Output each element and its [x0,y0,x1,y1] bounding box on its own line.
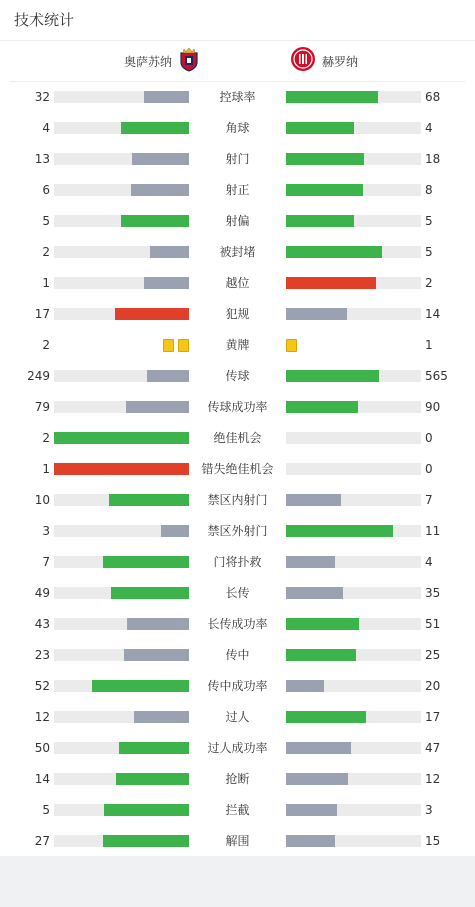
away-stat-bar [286,215,421,227]
stat-label: 传球 [225,369,250,383]
home-stat-value: 5 [42,803,50,817]
home-stat-bar [54,308,189,320]
home-stat-bar-fill [127,618,189,630]
home-stat-value: 10 [34,493,50,507]
home-stat-bar-fill [150,246,189,258]
stat-label: 被封堵 [219,245,256,259]
away-stat-bar-fill [286,711,366,723]
away-stat-bar [286,401,421,413]
stat-label: 禁区外射门 [207,524,268,538]
home-stat-bar [54,153,189,165]
home-stat-bar-fill [144,277,189,289]
away-stat-value: 17 [425,710,441,724]
home-stat-bar-fill [116,773,189,785]
away-stat-value: 7 [425,493,433,507]
away-stat-value: 5 [425,245,433,259]
away-stat-bar-fill [286,184,363,196]
away-stat-bar-fill [286,215,354,227]
away-stat-bar [286,711,421,723]
home-stat-bar [54,370,189,382]
stat-row [0,671,475,702]
away-stat-value: 35 [425,586,441,600]
away-stat-bar-fill [286,804,337,816]
away-stat-value: 3 [425,803,433,817]
home-stat-value: 2 [42,431,50,445]
home-stat-value: 5 [42,214,50,228]
away-stat-value: 565 [425,369,448,383]
away-stat-bar [286,308,421,320]
home-stat-bar-fill [103,556,189,568]
home-stat-bar-fill [121,215,189,227]
home-stat-value: 50 [34,741,50,755]
away-stat-value: 4 [425,121,433,135]
stat-label: 射正 [225,183,250,197]
girona-crest-icon [290,46,316,76]
away-stat-bar [286,370,421,382]
home-stat-bar [54,525,189,537]
away-stat-bar-fill [286,587,343,599]
home-stat-value: 1 [42,276,50,290]
stat-label: 错失绝佳机会 [201,462,274,476]
stat-row [0,454,475,485]
home-stat-bar-fill [54,432,189,444]
away-stat-bar-fill [286,556,335,568]
away-stat-value: 18 [425,152,441,166]
away-stat-bar-fill [286,277,376,289]
away-stat-value: 47 [425,741,441,755]
away-stat-bar-fill [286,153,364,165]
away-stat-value: 51 [425,617,441,631]
stat-label: 传中成功率 [207,679,268,693]
stat-label: 控球率 [219,90,256,104]
away-stat-bar [286,525,421,537]
home-stat-bar-fill [111,587,189,599]
home-stat-bar-fill [126,401,189,413]
stat-row [0,826,475,857]
yellow-card-icon [163,339,174,352]
stat-row [0,113,475,144]
away-stat-bar-fill [286,835,335,847]
away-stat-value: 8 [425,183,433,197]
home-stat-value: 23 [34,648,50,662]
stat-label: 禁区内射门 [207,493,268,507]
away-stat-value: 5 [425,214,433,228]
away-stat-bar [286,91,421,103]
home-stat-bar-fill [131,184,189,196]
away-team[interactable] [290,41,358,81]
away-stat-value: 0 [425,462,433,476]
home-stat-bar-fill [132,153,189,165]
home-stat-value: 14 [34,772,50,786]
home-stat-bar [54,587,189,599]
home-stat-bar-fill [103,835,189,847]
yellow-card-icon [178,339,189,352]
away-stat-bar [286,804,421,816]
home-stat-bar-fill [92,680,189,692]
away-stat-value: 25 [425,648,441,662]
home-team[interactable] [124,41,200,81]
home-stat-value: 17 [34,307,50,321]
stat-label: 过人成功率 [207,741,268,755]
stat-row [0,299,475,330]
away-stat-bar [286,680,421,692]
home-stat-bar [54,556,189,568]
away-stat-value: 15 [425,834,441,848]
stat-row [0,237,475,268]
stat-row [0,609,475,640]
stats-list [0,82,475,857]
home-stat-bar-fill [134,711,189,723]
stat-row [0,423,475,454]
stat-label: 门将扑救 [213,555,262,569]
home-stat-bar-fill [54,463,189,475]
home-stat-bar [54,277,189,289]
home-stat-bar [54,432,189,444]
away-team-name: 赫罗纳 [322,54,359,69]
home-yellow-cards [163,339,189,351]
away-stat-bar-fill [286,742,351,754]
home-stat-value: 12 [34,710,50,724]
away-stat-bar [286,835,421,847]
away-stat-bar-fill [286,122,354,134]
home-stat-bar-fill [161,525,189,537]
away-stat-bar [286,122,421,134]
stat-label: 射门 [225,152,250,166]
home-stat-value: 2 [42,245,50,259]
away-stat-value: 90 [425,400,441,414]
away-stat-value: 4 [425,555,433,569]
home-stat-bar-fill [109,494,189,506]
home-stat-value: 49 [34,586,50,600]
home-stat-value: 43 [34,617,50,631]
home-stat-value: 13 [34,152,50,166]
stat-label: 角球 [225,121,250,135]
home-stat-bar-fill [147,370,189,382]
stat-row [0,485,475,516]
stat-row [0,268,475,299]
home-stat-bar [54,773,189,785]
away-stat-value: 2 [425,276,433,290]
home-stat-bar [54,494,189,506]
home-stat-bar [54,91,189,103]
stat-row [0,361,475,392]
away-stat-value: 11 [425,524,441,538]
away-stat-bar-fill [286,246,382,258]
home-stat-bar [54,742,189,754]
home-stat-value: 4 [42,121,50,135]
home-stat-bar [54,463,189,475]
stat-label: 传中 [225,648,250,662]
home-stat-bar [54,680,189,692]
home-stat-bar [54,184,189,196]
stat-label: 绝佳机会 [213,431,262,445]
home-stat-bar [54,215,189,227]
stat-row [0,640,475,671]
home-stat-value: 52 [34,679,50,693]
page-title: 技术统计 [0,0,475,41]
home-stat-bar-fill [119,742,189,754]
home-stat-value: 79 [34,400,50,414]
stat-label: 长传 [225,586,250,600]
away-stat-bar [286,463,421,475]
stat-row [0,330,475,361]
away-stat-bar-fill [286,649,356,661]
home-stat-value: 1 [42,462,50,476]
away-stat-bar [286,649,421,661]
away-stat-bar [286,618,421,630]
away-stat-bar-fill [286,91,378,103]
away-stat-bar-fill [286,308,347,320]
stat-label: 犯规 [225,307,250,321]
away-stat-bar [286,246,421,258]
away-stat-value: 20 [425,679,441,693]
away-stat-bar [286,773,421,785]
away-stat-bar-fill [286,401,358,413]
home-stat-bar-fill [124,649,189,661]
away-stat-bar [286,494,421,506]
away-stat-bar [286,184,421,196]
away-stat-bar [286,587,421,599]
away-stat-bar-fill [286,525,393,537]
home-stat-value: 7 [42,555,50,569]
home-stat-bar [54,804,189,816]
stat-label: 射偏 [225,214,250,228]
stat-label: 过人 [225,710,250,724]
home-stat-bar-fill [115,308,189,320]
away-stat-bar [286,556,421,568]
stat-label: 长传成功率 [207,617,268,631]
home-stat-bar-fill [104,804,189,816]
away-stat-value: 14 [425,307,441,321]
home-stat-value: 6 [42,183,50,197]
away-stat-bar [286,277,421,289]
home-stat-value: 27 [34,834,50,848]
yellow-card-icon [286,339,297,352]
teams-header [10,41,465,82]
away-stat-bar-fill [286,370,379,382]
stat-row [0,144,475,175]
away-stat-bar [286,742,421,754]
home-stat-value: 32 [34,90,50,104]
stat-row [0,547,475,578]
home-stat-bar-fill [144,91,189,103]
home-team-name: 奥萨苏纳 [123,54,172,69]
home-stat-bar-fill [121,122,189,134]
stat-row [0,392,475,423]
osasuna-crest-icon [178,46,200,76]
away-stat-value: 12 [425,772,441,786]
stat-row [0,175,475,206]
away-stat-bar-fill [286,773,348,785]
home-stat-bar [54,618,189,630]
away-stat-value: 1 [425,338,433,352]
away-stat-value: 68 [425,90,441,104]
away-stat-bar-fill [286,494,341,506]
home-stat-bar [54,122,189,134]
stat-label: 抢断 [225,772,250,786]
stat-row [0,764,475,795]
stat-row [0,702,475,733]
home-stat-bar [54,649,189,661]
home-stat-bar [54,835,189,847]
stat-row [0,795,475,826]
stat-row [0,516,475,547]
away-yellow-cards [286,339,297,351]
home-stat-bar [54,711,189,723]
stat-label: 黄牌 [225,338,250,352]
stat-row [0,578,475,609]
away-stat-bar-fill [286,618,359,630]
stat-row [0,82,475,113]
away-stat-value: 0 [425,431,433,445]
away-stat-bar [286,153,421,165]
home-stat-value: 2 [42,338,50,352]
stat-label: 解围 [225,834,250,848]
home-stat-bar [54,246,189,258]
stat-row [0,733,475,764]
away-stat-bar-fill [286,680,324,692]
stat-label: 传球成功率 [207,400,268,414]
stat-label: 拦截 [225,803,250,817]
home-stat-value: 249 [27,369,50,383]
stat-label: 越位 [225,276,250,290]
stat-row [0,206,475,237]
home-stat-value: 3 [42,524,50,538]
home-stat-bar [54,401,189,413]
away-stat-bar [286,432,421,444]
